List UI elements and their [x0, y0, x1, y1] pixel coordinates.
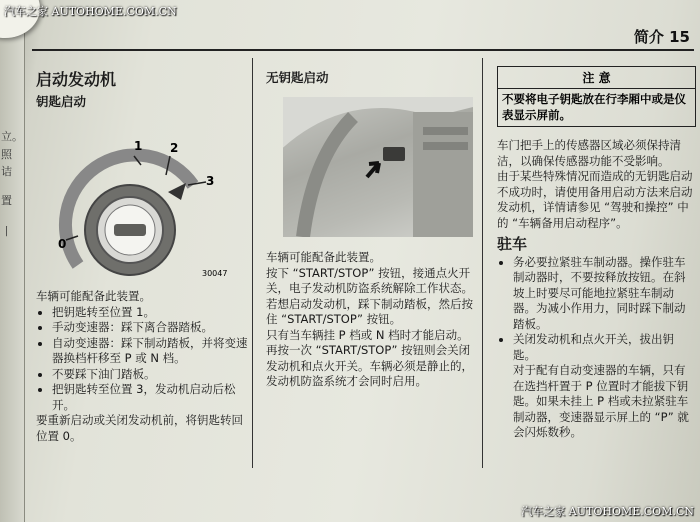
list-item: • 把钥匙转至位置 3，发动机启动后松开。 — [52, 382, 248, 413]
list-item: • 不要踩下油门踏板。 — [52, 367, 248, 383]
prev-fragment: 丨 — [1, 225, 12, 238]
start-stop-photo — [283, 97, 473, 237]
outro-text: 要重新启动或关闭发动机前，将钥匙转回位置 0。 — [36, 413, 243, 443]
section-title: 无钥匙启动 — [266, 70, 329, 85]
paragraph: 按下 “START/STOP” 按钮，接通点火开关，电子发动机防盗系统解除工作状态。 — [266, 265, 473, 295]
paragraph: 车辆可能配备此装置。 — [266, 250, 381, 264]
figure-code: 30047 — [202, 269, 228, 278]
column-divider — [252, 58, 253, 468]
arrow-icon — [367, 163, 379, 177]
column-divider — [482, 58, 483, 468]
paragraph: 只有当车辆挂 P 档或 N 档时才能启动。 — [266, 327, 469, 342]
subsection-title: 钥匙启动 — [36, 93, 87, 109]
position-label-3: 3 — [206, 174, 215, 188]
caution-body: 不要将电子钥匙放在行李厢中或是仪表显示屏前。 — [502, 92, 686, 122]
start-stop-button — [383, 147, 405, 161]
header-rule — [32, 49, 694, 51]
paragraph: 由于某些特殊情况而造成的无钥匙启动不成功时，请使用备用启动方法来启动发动机，详情请参见 “驾驶和操控” 中的 “车辆备用启动程序”。 — [497, 169, 693, 230]
page-number: 简介 15 — [633, 28, 690, 46]
list-item: • 把钥匙转至位置 1。 — [52, 305, 248, 321]
left-column — [36, 72, 246, 109]
list-item: • 自动变速器：踩下制动踏板，并将变速器换档杆移至 P 或 N 档。 — [52, 336, 248, 367]
caution-box — [497, 66, 696, 127]
paragraph: 若想启动发动机，踩下制动踏板，然后按住 “START/STOP” 按钮。 — [266, 296, 473, 326]
ignition-key-figure — [38, 130, 243, 285]
steering-wheel-rim — [303, 117, 353, 237]
prev-fragment: 诘 — [1, 165, 12, 178]
step-list — [36, 305, 248, 414]
intro-text: 车辆可能配备此装置。 — [36, 289, 151, 303]
middle-column-title — [266, 70, 476, 86]
prev-fragment: 置 — [1, 194, 12, 207]
list-item: • 关闭发动机和点火开关，拔出钥匙。 — [513, 332, 693, 363]
paragraph: 车门把手上的传感器区域必须保持清洁，以确保传感器功能不受影响。 — [497, 138, 681, 168]
watermark-bottom: 汽车之家 AUTOHOME.COM.CN — [521, 505, 694, 518]
watermark-top: 汽车之家 AUTOHOME.COM.CN — [4, 5, 177, 18]
position-label-2: 2 — [170, 141, 179, 155]
list-item: • 务必要拉紧驻车制动器。操作驻车制动器时，不要按释放按钮。在斜坡上时要尽可能地拉紧驻车制动器。为减小作用力，同时踩下制动踏板。 — [513, 255, 693, 333]
prev-fragment: 立。 — [1, 130, 23, 143]
section-title: 驻车 — [497, 235, 528, 253]
right-body — [497, 138, 693, 441]
caution-title: 注 意 — [498, 67, 695, 89]
paragraph: 再按一次 “START/STOP” 按钮则会关闭发动机和点火开关。车辆必须是静止的，发动机防盗系统才会同时启用。 — [266, 343, 473, 388]
parking-list — [497, 255, 693, 364]
position-label-1: 1 — [134, 139, 143, 153]
prev-fragment: 照 — [1, 148, 12, 161]
paragraph: 对于配有自动变速器的车辆，只有在选挡杆置于 P 位置时才能拔下钥匙。如果未挂上 P 档或未拉紧驻车制动器，变速器显示屏上的 “P” 就会闪烁数秒。 — [513, 363, 689, 439]
previous-page-edge — [0, 0, 25, 522]
middle-body — [266, 250, 476, 390]
arrow-icon — [168, 183, 186, 200]
section-title: 启动发动机 — [36, 70, 117, 89]
left-body — [36, 289, 248, 444]
list-item: • 手动变速器：踩下离合器踏板。 — [52, 320, 248, 336]
key-slot — [114, 224, 146, 236]
position-label-0: 0 — [58, 237, 67, 251]
